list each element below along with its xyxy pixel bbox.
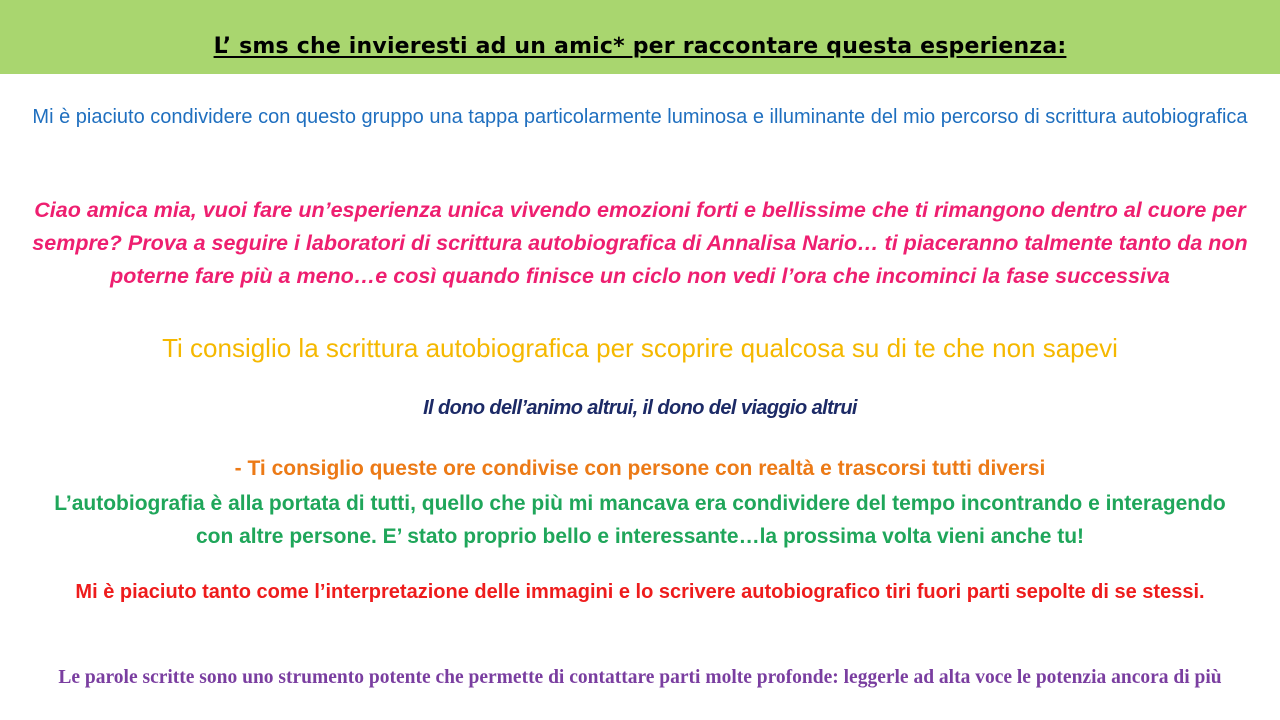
message-navy: Il dono dell’animo altrui, il dono del viaggio altrui xyxy=(423,397,857,419)
message-red: Mi è piaciuto tanto come l’interpretazione delle immagini e lo scrivere autobiografico tiri fuori parti sepolte di se stessi. xyxy=(75,581,1205,603)
message-green: L’autobiografia è alla portata di tutti, quello che più mi mancava era condividere del tempo incontrando e interagendo con altre persone. E’ stato proprio bello e interessante…la prossima volta vieni anche tu! xyxy=(54,492,1226,548)
message-blue: Mi è piaciuto condividere con questo gruppo una tappa particolarmente luminosa e illuminante del mio percorso di scrittura autobiografica xyxy=(32,106,1248,128)
message-pink: Ciao amica mia, vuoi fare un’esperienza unica vivendo emozioni forti e bellissime che ti rimangono dentro al cuore per sempre? Prova a seguire i laboratori di scrittura autobiografica di Annalisa Nario… ti piaceranno talmente tanto da non poterne fare più a meno…e così quando finisce un ciclo non vedi l’ora che incominci la fase successiva xyxy=(32,198,1248,288)
message-purple: Le parole scritte sono uno strumento potente che permette di contattare parti molte profonde: leggerle ad alta voce le potenzia ancora di più xyxy=(58,667,1222,688)
page-title: L’ sms che invieresti ad un amic* per raccontare questa esperienza: xyxy=(213,34,1067,59)
message-yellow: Ti consiglio la scrittura autobiografica per scoprire qualcosa su di te che non sapevi xyxy=(162,333,1118,363)
message-orange: - Ti consiglio queste ore condivise con persone con realtà e trascorsi tutti diversi xyxy=(234,457,1046,480)
